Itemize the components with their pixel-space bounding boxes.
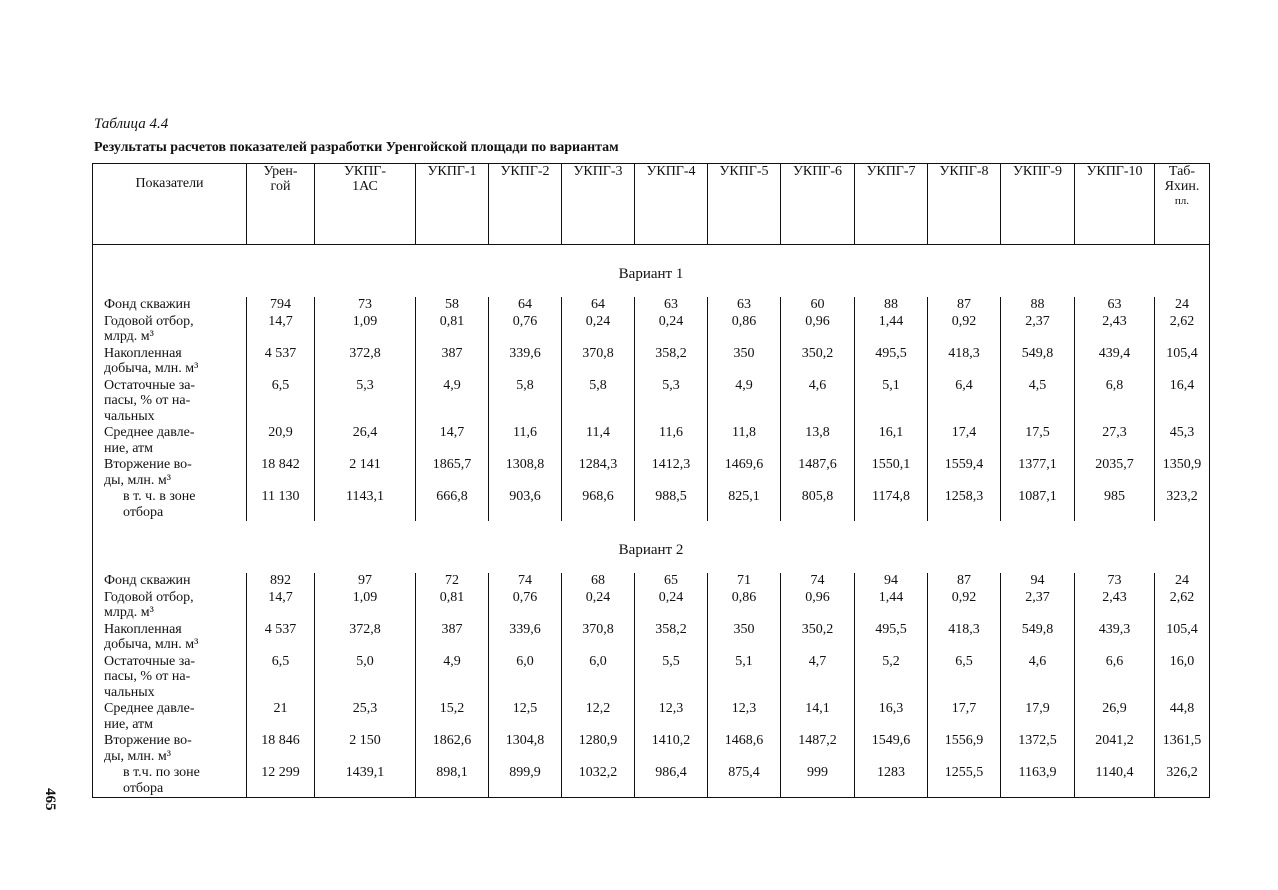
table-cell: 350 <box>708 622 781 654</box>
table-cell: 94 <box>1001 573 1075 590</box>
table-cell: 44,8 <box>1155 701 1210 733</box>
table-cell: 11,8 <box>708 425 781 457</box>
table-cell: 97 <box>315 573 416 590</box>
table-cell: 370,8 <box>562 622 635 654</box>
table-cell: 12,3 <box>708 701 781 733</box>
table-cell: 11,6 <box>635 425 708 457</box>
variant-1-title: Вариант 1 <box>618 265 684 282</box>
table-cell: 45,3 <box>1155 425 1210 457</box>
table-cell: 4,7 <box>781 654 855 702</box>
table-cell: 26,9 <box>1075 701 1155 733</box>
table-cell: 2,37 <box>1001 590 1075 622</box>
table-cell: 5,2 <box>855 654 928 702</box>
table-cell: 898,1 <box>416 765 489 798</box>
table-cell: 0,24 <box>635 314 708 346</box>
table-cell: 0,24 <box>635 590 708 622</box>
variant-2-heading-row <box>93 521 1210 573</box>
table-cell: 1549,6 <box>855 733 928 765</box>
table-cell: 968,6 <box>562 489 635 521</box>
variant2-row-2 <box>93 622 1210 654</box>
table-cell: 5,8 <box>489 378 562 426</box>
table-cell: 892 <box>247 573 315 590</box>
table-cell: 1280,9 <box>562 733 635 765</box>
variant2-row-3 <box>93 654 1210 702</box>
table-cell: 6,5 <box>928 654 1001 702</box>
table-cell: 875,4 <box>708 765 781 798</box>
table-cell: 794 <box>247 297 315 314</box>
table-cell: 1087,1 <box>1001 489 1075 521</box>
table-cell: 666,8 <box>416 489 489 521</box>
table-cell: 63 <box>708 297 781 314</box>
table-cell: 0,96 <box>781 590 855 622</box>
table-cell: 12,3 <box>635 701 708 733</box>
table-cell: 0,92 <box>928 590 1001 622</box>
table-cell: 2041,2 <box>1075 733 1155 765</box>
header-ukpg-2: УКПГ-2 <box>489 164 562 245</box>
table-cell: 1487,2 <box>781 733 855 765</box>
table-cell: 11 130 <box>247 489 315 521</box>
table-cell: 24 <box>1155 297 1210 314</box>
row-label: Среднее давле- ние, атм <box>104 425 195 456</box>
table-cell: 1283 <box>855 765 928 798</box>
header-ukpg-1as: УКПГ- 1АС <box>315 164 416 245</box>
table-cell: 25,3 <box>315 701 416 733</box>
table-cell: 370,8 <box>562 346 635 378</box>
table-cell: 1304,8 <box>489 733 562 765</box>
table-cell: 17,9 <box>1001 701 1075 733</box>
table-cell: 387 <box>416 622 489 654</box>
table-cell: 94 <box>855 573 928 590</box>
variant1-row-3 <box>93 378 1210 426</box>
table-cell: 2,43 <box>1075 314 1155 346</box>
table-cell: 68 <box>562 573 635 590</box>
table-cell: 0,76 <box>489 590 562 622</box>
row-label: Годовой отбор, млрд. м³ <box>104 589 194 620</box>
table-cell: 0,81 <box>416 590 489 622</box>
table-cell: 358,2 <box>635 622 708 654</box>
table-cell: 2035,7 <box>1075 457 1155 489</box>
table-cell: 1556,9 <box>928 733 1001 765</box>
table-cell: 6,0 <box>562 654 635 702</box>
header-ukpg-8: УКПГ-8 <box>928 164 1001 245</box>
table-cell: 1032,2 <box>562 765 635 798</box>
table-cell: 2,62 <box>1155 590 1210 622</box>
variant1-row-1 <box>93 314 1210 346</box>
table-cell: 1550,1 <box>855 457 928 489</box>
table-cell: 16,0 <box>1155 654 1210 702</box>
variant1-row-2 <box>93 346 1210 378</box>
table-cell: 2 141 <box>315 457 416 489</box>
table-cell: 5,3 <box>635 378 708 426</box>
table-cell: 0,92 <box>928 314 1001 346</box>
table-cell: 4 537 <box>247 622 315 654</box>
table-cell: 88 <box>855 297 928 314</box>
header-tab-yakhin <box>1155 164 1210 245</box>
row-label: Остаточные за- пасы, % от на- чальных <box>104 653 196 700</box>
table-cell: 27,3 <box>1075 425 1155 457</box>
variant-2-title: Вариант 2 <box>618 541 684 558</box>
table-cell: 13,8 <box>781 425 855 457</box>
table-cell: 12,2 <box>562 701 635 733</box>
row-label: Фонд скважин <box>104 573 191 588</box>
table-cell: 0,24 <box>562 314 635 346</box>
table-cell: 1143,1 <box>315 489 416 521</box>
table-cell: 0,76 <box>489 314 562 346</box>
table-cell: 985 <box>1075 489 1155 521</box>
table-cell: 20,9 <box>247 425 315 457</box>
table-cell: 18 842 <box>247 457 315 489</box>
table-cell: 58 <box>416 297 489 314</box>
table-cell: 1469,6 <box>708 457 781 489</box>
table-cell: 5,8 <box>562 378 635 426</box>
table-cell: 1,09 <box>315 590 416 622</box>
table-cell: 1439,1 <box>315 765 416 798</box>
table-cell: 4,5 <box>1001 378 1075 426</box>
table-cell: 1,44 <box>855 314 928 346</box>
table-cell: 16,3 <box>855 701 928 733</box>
variant1-row-5 <box>93 457 1210 489</box>
table-cell: 495,5 <box>855 622 928 654</box>
table-cell: 6,0 <box>489 654 562 702</box>
table-cell: 805,8 <box>781 489 855 521</box>
row-label: Вторжение во- ды, млн. м³ <box>104 733 192 764</box>
table-cell: 105,4 <box>1155 622 1210 654</box>
table-cell: 1862,6 <box>416 733 489 765</box>
header-ukpg-10: УКПГ-10 <box>1075 164 1155 245</box>
table-cell: 1410,2 <box>635 733 708 765</box>
table-cell: 16,4 <box>1155 378 1210 426</box>
table-cell: 372,8 <box>315 622 416 654</box>
table-cell: 418,3 <box>928 622 1001 654</box>
table-cell: 4 537 <box>247 346 315 378</box>
row-label: Годовой отбор, млрд. м³ <box>104 313 194 344</box>
table-cell: 1865,7 <box>416 457 489 489</box>
page-number: 465 <box>42 788 58 811</box>
table-cell: 5,0 <box>315 654 416 702</box>
variant1-row-4 <box>93 425 1210 457</box>
table-cell: 1468,6 <box>708 733 781 765</box>
table-cell: 0,86 <box>708 590 781 622</box>
header-tab-yakhin-line3: пл. <box>1174 195 1190 207</box>
table-cell: 17,5 <box>1001 425 1075 457</box>
table-cell: 87 <box>928 297 1001 314</box>
table-cell: 14,7 <box>247 314 315 346</box>
header-tab-yakhin-line1: Таб- <box>1168 164 1196 179</box>
table-cell: 439,4 <box>1075 346 1155 378</box>
table-label: Таблица 4.4 <box>94 116 169 132</box>
table-cell: 4,6 <box>781 378 855 426</box>
table-cell: 986,4 <box>635 765 708 798</box>
variant1-row-0 <box>93 297 1210 314</box>
results-table <box>92 163 1210 798</box>
table-cell: 4,9 <box>416 654 489 702</box>
table-cell: 4,9 <box>416 378 489 426</box>
table-cell: 14,7 <box>247 590 315 622</box>
table-cell: 6,6 <box>1075 654 1155 702</box>
table-cell: 1,09 <box>315 314 416 346</box>
header-row <box>93 164 1210 245</box>
header-ukpg-5: УКПГ-5 <box>708 164 781 245</box>
header-ukpg-4: УКПГ-4 <box>635 164 708 245</box>
header-tab-yakhin-line2: Яхин. <box>1164 179 1200 194</box>
table-cell: 18 846 <box>247 733 315 765</box>
table-cell: 549,8 <box>1001 622 1075 654</box>
header-urengoy: Урен- гой <box>247 164 315 245</box>
table-cell: 1174,8 <box>855 489 928 521</box>
table-cell: 323,2 <box>1155 489 1210 521</box>
table-cell: 105,4 <box>1155 346 1210 378</box>
table-cell: 0,96 <box>781 314 855 346</box>
header-ukpg-3: УКПГ-3 <box>562 164 635 245</box>
table-cell: 339,6 <box>489 622 562 654</box>
table-cell: 11,6 <box>489 425 562 457</box>
table-cell: 64 <box>562 297 635 314</box>
table-cell: 418,3 <box>928 346 1001 378</box>
table-cell: 903,6 <box>489 489 562 521</box>
table-cell: 60 <box>781 297 855 314</box>
row-label: в т. ч. в зоне отбора <box>123 489 196 520</box>
table-cell: 16,1 <box>855 425 928 457</box>
table-cell: 1350,9 <box>1155 457 1210 489</box>
variant2-row-1 <box>93 590 1210 622</box>
table-cell: 1258,3 <box>928 489 1001 521</box>
row-label: Остаточные за- пасы, % от на- чальных <box>104 377 196 424</box>
table-cell: 387 <box>416 346 489 378</box>
table-cell: 15,2 <box>416 701 489 733</box>
table-cell: 6,5 <box>247 654 315 702</box>
header-ukpg-1: УКПГ-1 <box>416 164 489 245</box>
table-cell: 988,5 <box>635 489 708 521</box>
table-cell: 5,3 <box>315 378 416 426</box>
table-cell: 350,2 <box>781 622 855 654</box>
table-cell: 65 <box>635 573 708 590</box>
table-cell: 17,7 <box>928 701 1001 733</box>
row-label: Среднее давле- ние, атм <box>104 701 195 732</box>
table-cell: 5,1 <box>855 378 928 426</box>
table-cell: 339,6 <box>489 346 562 378</box>
table-cell: 17,4 <box>928 425 1001 457</box>
table-cell: 5,5 <box>635 654 708 702</box>
table-cell: 350 <box>708 346 781 378</box>
table-cell: 63 <box>1075 297 1155 314</box>
variant2-row-4 <box>93 701 1210 733</box>
table-cell: 1487,6 <box>781 457 855 489</box>
header-ukpg-9: УКПГ-9 <box>1001 164 1075 245</box>
table-cell: 549,8 <box>1001 346 1075 378</box>
table-cell: 11,4 <box>562 425 635 457</box>
table-title: Результаты расчетов показателей разработки Уренгойской площади по вариантам <box>94 140 619 155</box>
table-cell: 73 <box>315 297 416 314</box>
table-cell: 73 <box>1075 573 1155 590</box>
variant2-row-6 <box>93 765 1210 798</box>
table-cell: 26,4 <box>315 425 416 457</box>
table-cell: 825,1 <box>708 489 781 521</box>
table-cell: 1,44 <box>855 590 928 622</box>
table-cell: 1377,1 <box>1001 457 1075 489</box>
table-cell: 495,5 <box>855 346 928 378</box>
table-cell: 14,1 <box>781 701 855 733</box>
table-cell: 21 <box>247 701 315 733</box>
table-cell: 2 150 <box>315 733 416 765</box>
variant-1-heading-row <box>93 245 1210 298</box>
table-cell: 72 <box>416 573 489 590</box>
table-cell: 63 <box>635 297 708 314</box>
table-cell: 2,62 <box>1155 314 1210 346</box>
table-cell: 4,6 <box>1001 654 1075 702</box>
table-cell: 1163,9 <box>1001 765 1075 798</box>
table-cell: 899,9 <box>489 765 562 798</box>
table-cell: 74 <box>489 573 562 590</box>
row-label: Вторжение во- ды, млн. м³ <box>104 457 192 488</box>
variant2-row-5 <box>93 733 1210 765</box>
table-cell: 12,5 <box>489 701 562 733</box>
table-cell: 0,81 <box>416 314 489 346</box>
table-cell: 358,2 <box>635 346 708 378</box>
table-cell: 2,43 <box>1075 590 1155 622</box>
table-cell: 64 <box>489 297 562 314</box>
table-cell: 6,4 <box>928 378 1001 426</box>
header-ukpg-6: УКПГ-6 <box>781 164 855 245</box>
table-cell: 5,1 <box>708 654 781 702</box>
header-ukpg-7: УКПГ-7 <box>855 164 928 245</box>
table-cell: 24 <box>1155 573 1210 590</box>
table-cell: 14,7 <box>416 425 489 457</box>
table-cell: 1255,5 <box>928 765 1001 798</box>
table-cell: 1372,5 <box>1001 733 1075 765</box>
table-cell: 1361,5 <box>1155 733 1210 765</box>
row-label: Фонд скважин <box>104 297 191 312</box>
table-cell: 999 <box>781 765 855 798</box>
table-cell: 2,37 <box>1001 314 1075 346</box>
table-cell: 87 <box>928 573 1001 590</box>
table-cell: 0,24 <box>562 590 635 622</box>
table-cell: 0,86 <box>708 314 781 346</box>
table-cell: 1412,3 <box>635 457 708 489</box>
table-cell: 439,3 <box>1075 622 1155 654</box>
table-cell: 88 <box>1001 297 1075 314</box>
row-label: Накопленная добыча, млн. м³ <box>104 345 199 376</box>
table-cell: 350,2 <box>781 346 855 378</box>
table-cell: 326,2 <box>1155 765 1210 798</box>
table-cell: 6,5 <box>247 378 315 426</box>
table-cell: 1140,4 <box>1075 765 1155 798</box>
header-indicator: Показатели <box>93 164 247 245</box>
row-label: Накопленная добыча, млн. м³ <box>104 621 199 652</box>
table-cell: 1284,3 <box>562 457 635 489</box>
variant2-row-0 <box>93 573 1210 590</box>
row-label: в т.ч. по зоне отбора <box>123 765 200 796</box>
variant1-row-6 <box>93 489 1210 521</box>
table-cell: 6,8 <box>1075 378 1155 426</box>
table-cell: 4,9 <box>708 378 781 426</box>
table-cell: 1559,4 <box>928 457 1001 489</box>
table-cell: 74 <box>781 573 855 590</box>
table-cell: 71 <box>708 573 781 590</box>
table-cell: 372,8 <box>315 346 416 378</box>
table-cell: 12 299 <box>247 765 315 798</box>
table-cell: 1308,8 <box>489 457 562 489</box>
